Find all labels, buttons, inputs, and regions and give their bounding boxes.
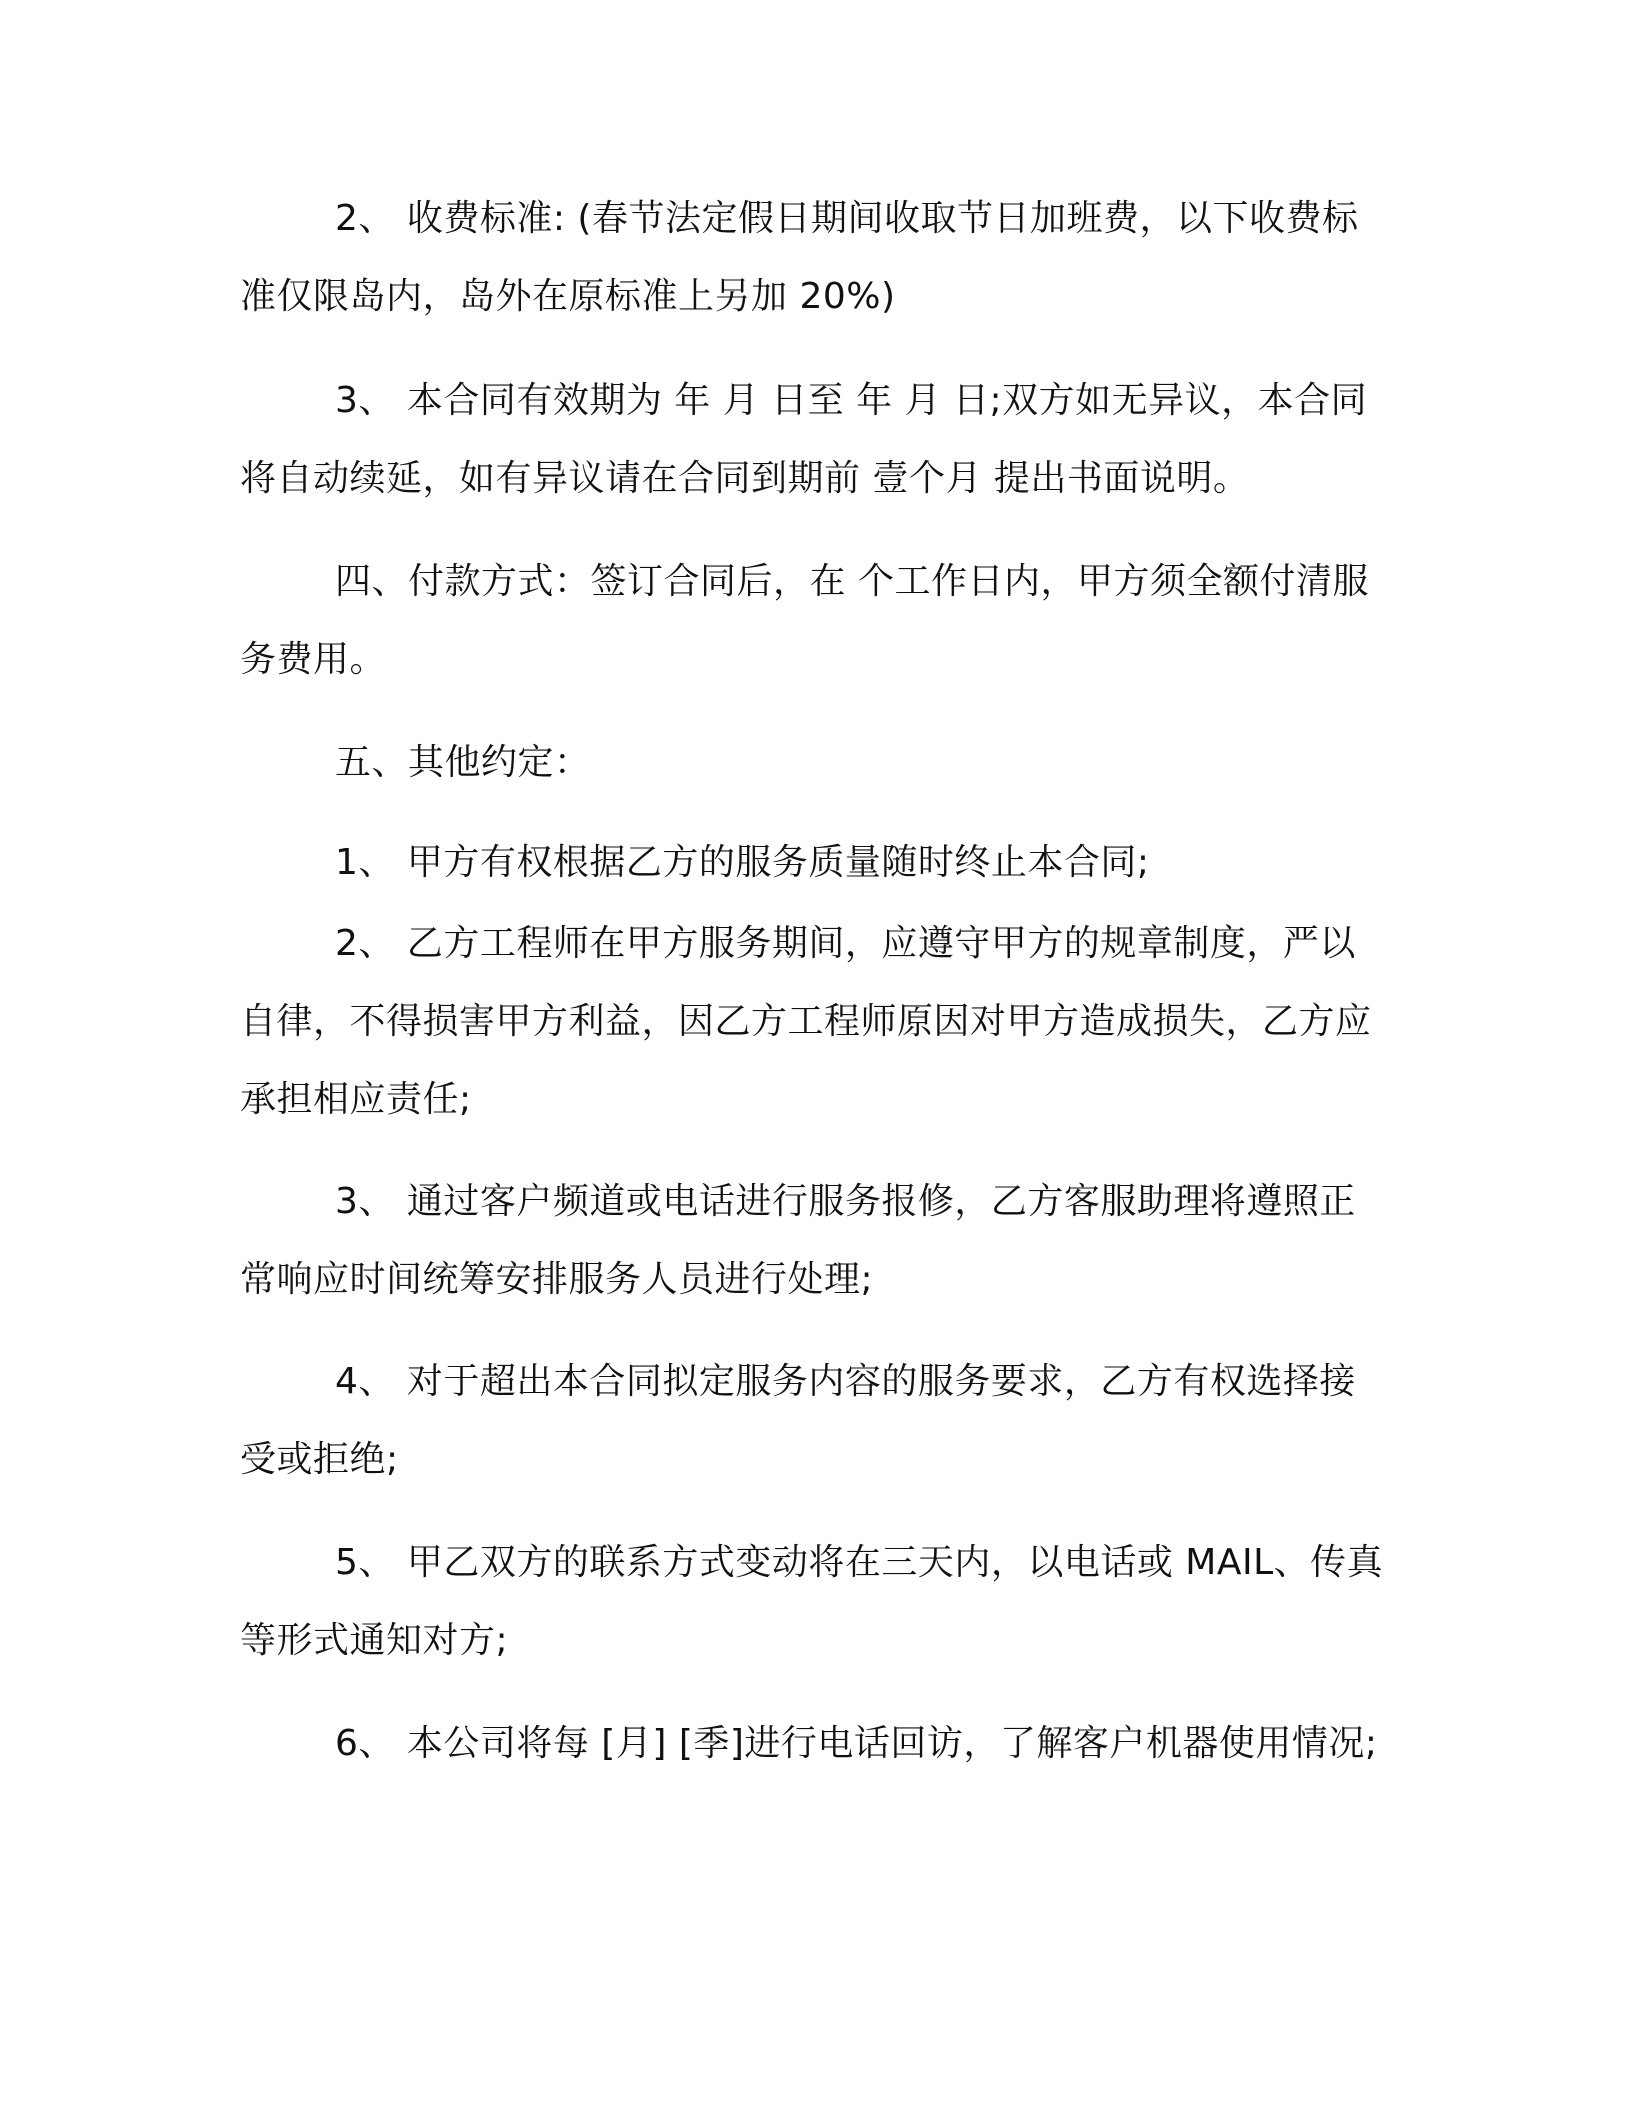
clause-contact-change: 5、 甲乙双方的联系方式变动将在三天内，以电话或 MAIL、传真等形式通知对方; <box>240 1542 1384 1661</box>
clause-engineer-conduct: 2、 乙方工程师在甲方服务期间，应遵守甲方的规章制度，严以自律，不得损害甲方利益，因乙方工程师原因对甲方造成损失，乙方应承担相应责任; <box>240 923 1372 1120</box>
section-payment-method: 四、付款方式：签订合同后，在 个工作日内，甲方须全额付清服务费用。 <box>240 561 1369 680</box>
clause-fee-standard: 2、 收费标准: (春节法定假日期间收取节日加班费，以下收费标准仅限岛内，岛外在原标准上另加 20%) <box>240 198 1359 317</box>
clause-contract-term: 3、 本合同有效期为 年 月 日至 年 月 日;双方如无异议，本合同将自动续延，如有异议请在合同到期前 壹个月 提出书面说明。 <box>240 380 1368 499</box>
clause-follow-up-call: 6、 本公司将每 [月] [季]进行电话回访，了解客户机器使用情况; <box>335 1723 1378 1764</box>
clause-extra-service: 4、 对于超出本合同拟定服务内容的服务要求，乙方有权选择接受或拒绝; <box>240 1361 1356 1480</box>
clause-service-request: 3、 通过客户频道或电话进行服务报修，乙方客服助理将遵照正常响应时间统筹安排服务人员进行处理; <box>240 1181 1356 1300</box>
clause-termination-right: 1、 甲方有权根据乙方的服务质量随时终止本合同; <box>335 842 1150 883</box>
section-other-terms-heading: 五、其他约定： <box>335 742 591 783</box>
